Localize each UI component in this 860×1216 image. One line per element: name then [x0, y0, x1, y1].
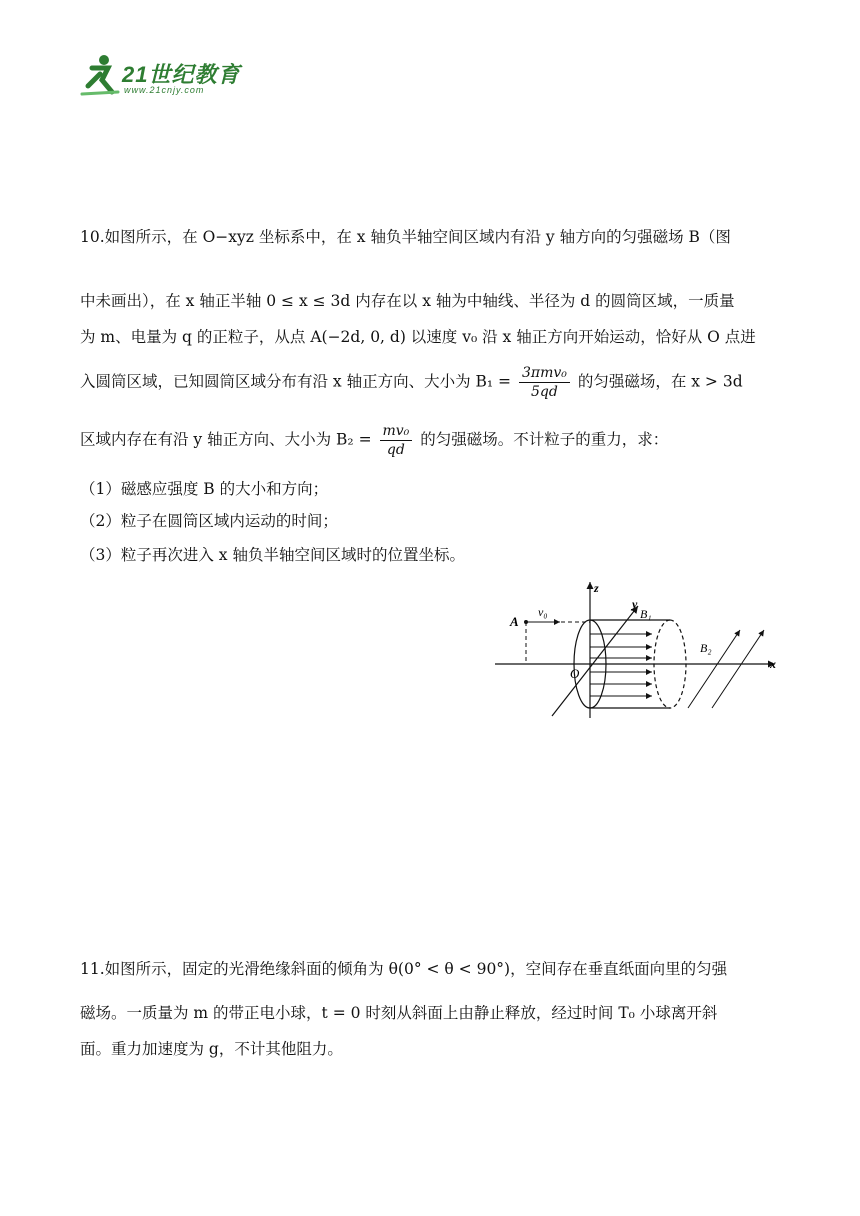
q10-line-4-b: 的匀强磁场，在 x > 3d: [577, 372, 743, 391]
b1-denominator: 5qd: [531, 384, 558, 400]
q10-line-4: [80, 364, 743, 401]
point-a: [524, 620, 528, 624]
logo-text: 21世纪教育: [122, 62, 241, 87]
q10-part-1: （1）磁感应强度 B 的大小和方向；: [80, 480, 329, 498]
label-x: x: [770, 657, 776, 671]
q11-line-1: 11.如图所示，固定的光滑绝缘斜面的倾角为 θ(0° < θ < 90°)，空间存在垂直纸面向里的匀强: [80, 960, 728, 978]
b2-numerator: mv₀: [380, 422, 413, 441]
q11-line-2: 磁场。一质量为 m 的带正电小球，t = 0 时刻从斜面上由静止释放，经过时间 T₀ 小球离开斜: [80, 1004, 718, 1022]
q10-line-3: 为 m、电量为 q 的正粒子，从点 A(−2d, 0, d) 以速度 v₀ 沿 x 轴正方向开始运动，恰好从 O 点进: [80, 328, 756, 346]
b1-fraction: [519, 364, 570, 401]
q10-line-5-a: 区域内存在有沿 y 轴正方向、大小为 B₂ =: [80, 430, 372, 449]
label-v0: v₀: [538, 605, 548, 619]
b2-denominator: qd: [386, 442, 405, 458]
logo: [78, 50, 258, 100]
b1-field-lines: [590, 634, 652, 696]
q10-part-2: （2）粒子在圆筒区域内运动的时间；: [80, 512, 338, 530]
label-o: O: [570, 666, 580, 681]
label-b2: B₂: [700, 641, 712, 655]
label-a: A: [510, 614, 519, 629]
b2-field-line-1: [688, 630, 740, 708]
q10-line-5: [80, 422, 668, 459]
cylinder-field-diagram: [490, 578, 790, 718]
label-y: y: [632, 597, 638, 611]
q10-line-5-b: 的匀强磁场。不计粒子的重力，求：: [420, 430, 669, 449]
b1-numerator: 3πmv₀: [519, 364, 570, 383]
logo-url: www.21cnjy.com: [124, 85, 205, 95]
b2-fraction: [380, 422, 413, 459]
q10-line-4-a: 入圆筒区域，已知圆筒区域分布有沿 x 轴正方向、大小为 B₁ =: [80, 372, 512, 391]
q10-line-1: 10.如图所示，在 O−xyz 坐标系中，在 x 轴负半轴空间区域内有沿 y 轴方向的匀强磁场 B（图: [80, 228, 731, 246]
runner-logo-icon: [78, 52, 122, 98]
label-b1: B₁: [640, 607, 652, 621]
q10-part-3: （3）粒子再次进入 x 轴负半轴空间区域时的位置坐标。: [80, 546, 465, 564]
q10-line-2: 中未画出），在 x 轴正半轴 0 ≤ x ≤ 3d 内存在以 x 轴为中轴线、半径为 d 的圆筒区域，一质量: [80, 292, 735, 310]
b2-field-line-2: [712, 630, 764, 708]
label-z: z: [594, 581, 599, 595]
q11-line-3: 面。重力加速度为 g，不计其他阻力。: [80, 1040, 343, 1058]
